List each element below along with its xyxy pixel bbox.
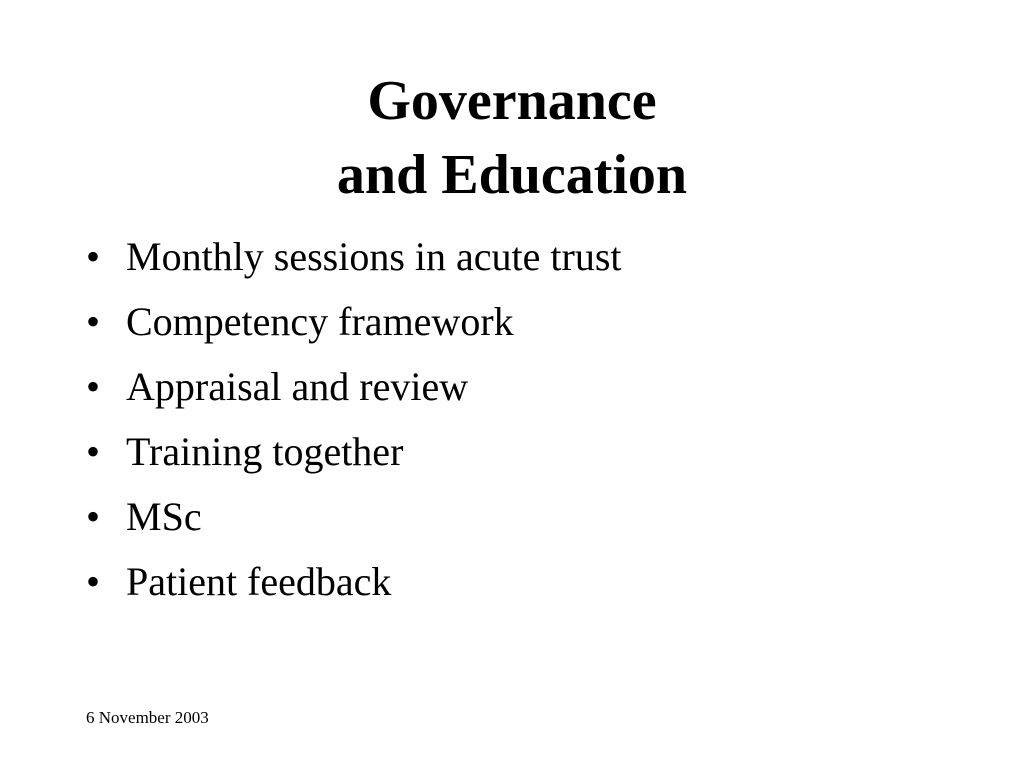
- bullet-icon: •: [86, 364, 101, 409]
- bullet-icon: •: [86, 234, 101, 279]
- bullet-icon: •: [86, 299, 101, 344]
- bullet-item: [86, 555, 622, 620]
- bullet-icon: •: [86, 559, 101, 604]
- bullet-icon: •: [86, 429, 101, 474]
- bullet-list: [86, 230, 622, 620]
- bullet-item: [86, 360, 622, 425]
- slide-title-line-2: and Education: [336, 144, 688, 206]
- bullet-item: [86, 425, 622, 490]
- bullet-text: MSc: [126, 494, 202, 539]
- bullet-text: Appraisal and review: [126, 364, 469, 409]
- slide-title: [0, 64, 1024, 212]
- bullet-text: Competency framework: [126, 299, 514, 344]
- bullet-text: Patient feedback: [126, 559, 392, 604]
- footer-date: 6 November 2003: [86, 708, 209, 727]
- bullet-item: [86, 490, 622, 555]
- bullet-item: [86, 295, 622, 360]
- bullet-text: Monthly sessions in acute trust: [126, 234, 622, 279]
- slide-title-line-1: Governance: [367, 70, 657, 132]
- bullet-icon: •: [86, 494, 101, 539]
- bullet-item: [86, 230, 622, 295]
- bullet-text: Training together: [126, 429, 404, 474]
